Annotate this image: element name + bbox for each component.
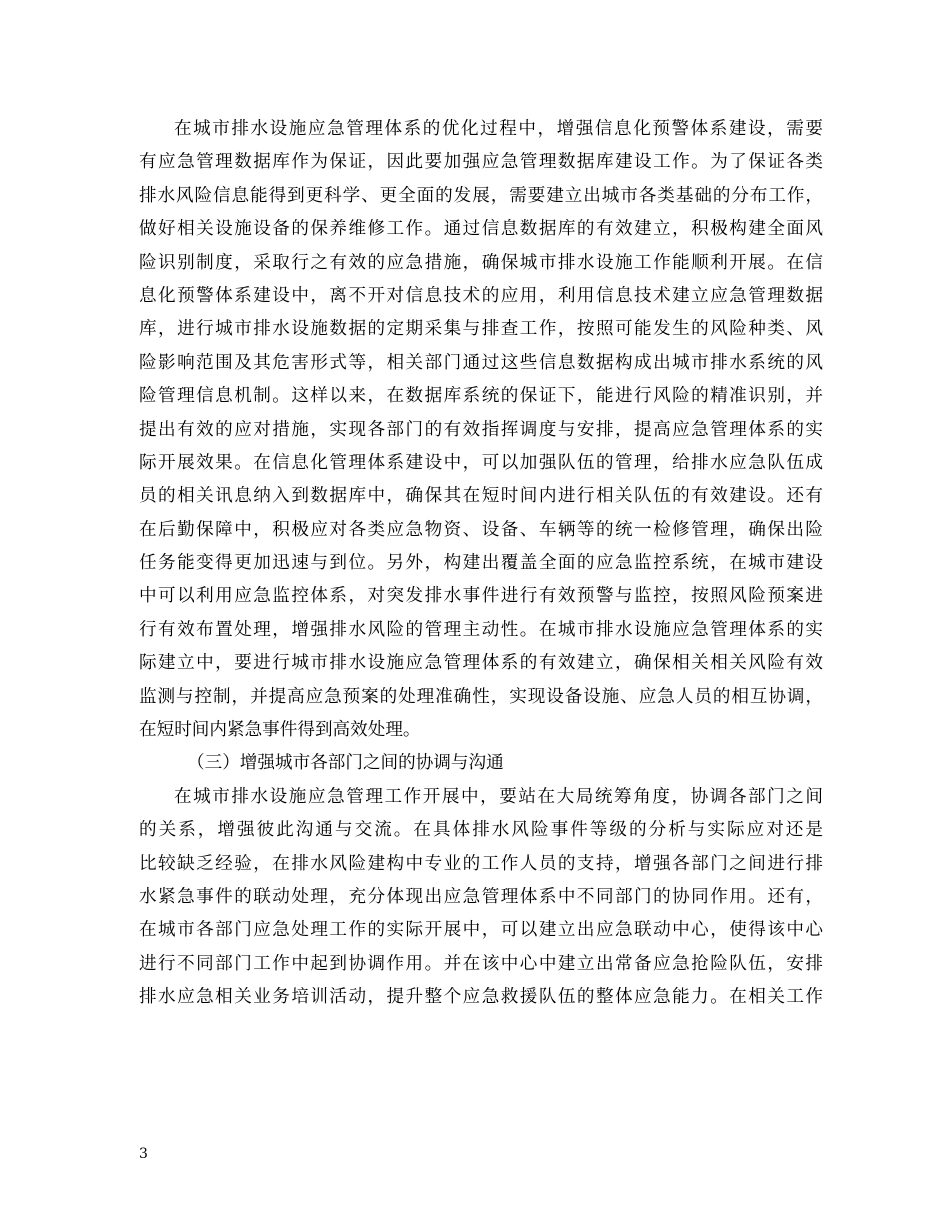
paragraph-line: 排水风险信息能得到更科学、更全面的发展，需要建立出城市各类基础的分布工作， (139, 185, 823, 206)
section-heading: （三）增强城市各部门之间的协调与沟通 (187, 753, 504, 774)
paragraph-line: 进行不同部门工作中起到协调作用。并在该中心中建立出常备应急抢险队伍，安排 (139, 953, 823, 974)
paragraph-1 (139, 113, 823, 747)
paragraph-line: 提出有效的应对措施，实现各部门的有效指挥调度与安排，提高应急管理体系的实 (139, 419, 823, 440)
page-number: 3 (139, 1146, 148, 1162)
paragraph-line: 险识别制度，采取行之有效的应急措施，确保城市排水设施工作能顺利开展。在信 (139, 252, 823, 273)
paragraph-line: 做好相关设施设备的保养维修工作。通过信息数据库的有效建立，积极构建全面风 (139, 219, 823, 240)
paragraph-line: 际开展效果。在信息化管理体系建设中，可以加强队伍的管理，给排水应急队伍成 (139, 452, 823, 473)
paragraph-line: 比较缺乏经验，在排水风险建构中专业的工作人员的支持，增强各部门之间进行排 (139, 853, 823, 874)
paragraph-line: 任务能变得更加迅速与到位。另外，构建出覆盖全面的应急监控系统，在城市建设 (139, 553, 823, 574)
paragraph-2 (139, 781, 823, 1015)
paragraph-line: 在城市各部门应急处理工作的实际开展中，可以建立出应急联动中心，使得该中心 (139, 920, 823, 941)
document-body (139, 113, 823, 1015)
paragraph-line: 险影响范围及其危害形式等，相关部门通过这些信息数据构成出城市排水系统的风 (139, 352, 823, 373)
paragraph-line: 水紧急事件的联动处理，充分体现出应急管理体系中不同部门的协同作用。还有， (139, 886, 823, 907)
paragraph-line: 有应急管理数据库作为保证，因此要加强应急管理数据库建设工作。为了保证各类 (139, 152, 823, 173)
paragraph-line: 在城市排水设施应急管理体系的优化过程中，增强信息化预警体系建设，需要 (174, 119, 823, 139)
paragraph-line: 在短时间内紧急事件得到高效处理。 (139, 720, 421, 741)
paragraph-line: 监测与控制，并提高应急预案的处理准确性，实现设备设施、应急人员的相互协调， (139, 686, 823, 707)
paragraph-line: 员的相关讯息纳入到数据库中，确保其在短时间内进行相关队伍的有效建设。还有 (139, 486, 823, 507)
paragraph-line: 息化预警体系建设中，离不开对信息技术的应用，利用信息技术建立应急管理数据 (139, 285, 823, 306)
paragraph-line: 中可以利用应急监控体系，对突发排水事件进行有效预警与监控，按照风险预案进 (139, 586, 823, 607)
paragraph-line: 行有效布置处理，增强排水风险的管理主动性。在城市排水设施应急管理体系的实 (139, 619, 823, 640)
paragraph-line: 的关系，增强彼此沟通与交流。在具体排水风险事件等级的分析与实际应对还是 (139, 820, 823, 841)
paragraph-line: 在城市排水设施应急管理工作开展中，要站在大局统筹角度，协调各部门之间 (174, 786, 823, 807)
paragraph-line: 库，进行城市排水设施数据的定期采集与排查工作，按照可能发生的风险种类、风 (139, 319, 823, 340)
paragraph-line: 排水应急相关业务培训活动，提升整个应急救援队伍的整体应急能力。在相关工作 (139, 987, 823, 1008)
paragraph-line: 际建立中，要进行城市排水设施应急管理体系的有效建立，确保相关相关风险有效 (139, 653, 823, 674)
paragraph-line: 在后勤保障中，积极应对各类应急物资、设备、车辆等的统一检修管理，确保出险 (139, 519, 823, 540)
paragraph-line: 险管理信息机制。这样以来，在数据库系统的保证下，能进行风险的精准识别，并 (139, 386, 823, 407)
